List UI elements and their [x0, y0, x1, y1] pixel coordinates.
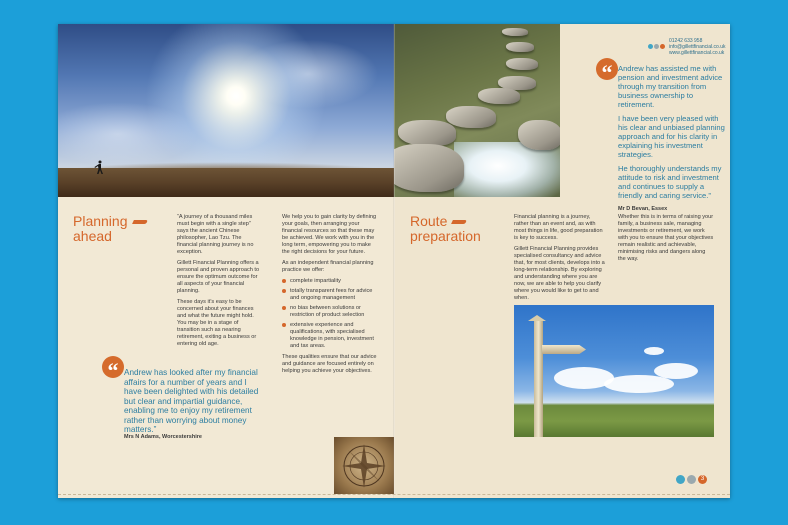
- stepping-stone: [394, 144, 464, 192]
- teal-dot: [648, 44, 653, 49]
- decorative-dots: [648, 38, 666, 56]
- right-page: [394, 24, 730, 498]
- left-column-1: [177, 214, 261, 352]
- heading-line: Planning: [73, 213, 128, 229]
- hiker-silhouette-icon: [94, 160, 104, 174]
- brochure-spread: [58, 24, 730, 498]
- offer-list: [282, 278, 378, 350]
- grey-dot: [687, 475, 696, 484]
- quote-mark-icon: “: [596, 58, 618, 80]
- list-item: totally transparent fees for advice and ongoing management: [282, 288, 378, 302]
- grey-dot: [654, 44, 659, 49]
- cloud: [654, 363, 698, 379]
- contact-details: [669, 38, 726, 56]
- arrow-icon: [451, 220, 467, 224]
- stepping-stone: [446, 106, 496, 128]
- signpost-arm: [542, 345, 586, 354]
- route-preparation-heading: [410, 214, 481, 244]
- rushing-water: [454, 142, 560, 197]
- left-column-2: [282, 214, 378, 379]
- phone-number: 01242 633 958: [669, 38, 703, 44]
- page-number: 3: [698, 475, 707, 484]
- cloud: [644, 347, 664, 355]
- page-indicator: [676, 471, 709, 489]
- testimonial-quote: [618, 64, 726, 214]
- stepping-stone: [506, 58, 538, 70]
- paragraph: These days it’s easy to be concerned about your finances and what the future might hold. You may be in a stage of transition such as nearing retirement, exiting a business or entering old age.: [177, 299, 257, 347]
- signpost-pole: [534, 319, 543, 437]
- paragraph: Whether this is in terms of raising your family, a business sale, managing investments or retirement, we work with you to ensure that your objectives remain realistic and achievable, minimising risks and dangers along the way.: [618, 214, 714, 262]
- stepping-stone: [398, 120, 456, 146]
- heading-line: Route: [410, 213, 448, 229]
- stepping-stone: [518, 120, 560, 150]
- heading-line: ahead: [73, 228, 112, 244]
- signpost-cap: [528, 315, 546, 321]
- quote-mark-icon: “: [102, 356, 124, 378]
- arrow-icon: [132, 220, 148, 224]
- right-column-2: [618, 214, 714, 267]
- left-page: [58, 24, 394, 498]
- paragraph: Financial planning is a journey, rather than an event and, as with most things in life, good preparation is key to success.: [514, 214, 603, 241]
- dashed-rule: [58, 494, 730, 495]
- paragraph: Gillett Financial Planning offers a personal and proven approach to ensure the optimum outcome for all aspects of your financial planning.: [177, 260, 260, 294]
- stepping-stone: [502, 28, 528, 36]
- compass-rose-image: [334, 437, 394, 494]
- compass-rose-icon: [334, 437, 394, 494]
- teal-dot: [676, 475, 685, 484]
- paragraph: Gillett Financial Planning provides specialised consultancy and advice that, for most clients, develops into a long-term relationship. By exploring and understanding where you are now, we are able to help you clarify where you would like to get to and when.: [514, 246, 605, 301]
- orange-dot: [660, 44, 665, 49]
- quote-paragraph: I have been very pleased with his clear and unbiased planning approach and for his clarity in explaining his investment strategies.: [618, 114, 725, 159]
- right-column-1: [514, 214, 606, 306]
- list-item: no bias between solutions or restriction of product selection: [282, 305, 378, 319]
- stepping-stone: [478, 88, 520, 104]
- list-item: complete impartiality: [282, 278, 378, 285]
- paragraph: As an independent financial planning practice we offer:: [282, 260, 374, 273]
- moorland-ground: [58, 168, 394, 197]
- planning-ahead-heading: [73, 214, 147, 244]
- testimonial-author: Mrs N Adams, Worcestershire: [124, 434, 202, 440]
- signpost-photo: [514, 305, 714, 437]
- list-item: extensive experience and qualifications, with specialised knowledge in pension, investment and tax areas.: [282, 322, 378, 350]
- paragraph: “A journey of a thousand miles must begin with a single step” says the ancient Chinese philosopher, Lao Tzu. The financial planning journey is no exception.: [177, 214, 254, 255]
- stepping-stones-photo: [394, 24, 560, 197]
- stepping-stone: [506, 42, 534, 52]
- quote-paragraph: He thoroughly understands my attitude to risk and investment and continues to supply a friendly and caring service.”: [618, 164, 722, 200]
- testimonial-quote: Andrew has looked after my financial affairs for a number of years and I have been delighted with his detailed but clear and impartial guidance, enabling me to enjoy my retirement rather than worrying about money matters.”: [124, 368, 259, 434]
- page-fold: [393, 24, 395, 498]
- sky-sun-photo: [58, 24, 394, 197]
- paragraph: These qualities ensure that our advice and guidance are focused entirely on helping you achieve your objectives.: [282, 354, 377, 374]
- quote-paragraph: Andrew has assisted me with pension and investment advice through my transition from business ownership to retirement.: [618, 64, 723, 109]
- website-address: www.gillettfinancial.co.uk: [669, 50, 725, 56]
- heading-line: preparation: [410, 228, 481, 244]
- testimonial-author: Mr D Bevan, Essex: [618, 206, 668, 212]
- email-address: info@gillettfinancial.co.uk: [669, 44, 726, 50]
- paragraph: We help you to gain clarity by defining your goals, then arranging your financial resources so that these may be achieved. We work with you in the long term, empowering you to make the right decisions for your future.: [282, 214, 377, 255]
